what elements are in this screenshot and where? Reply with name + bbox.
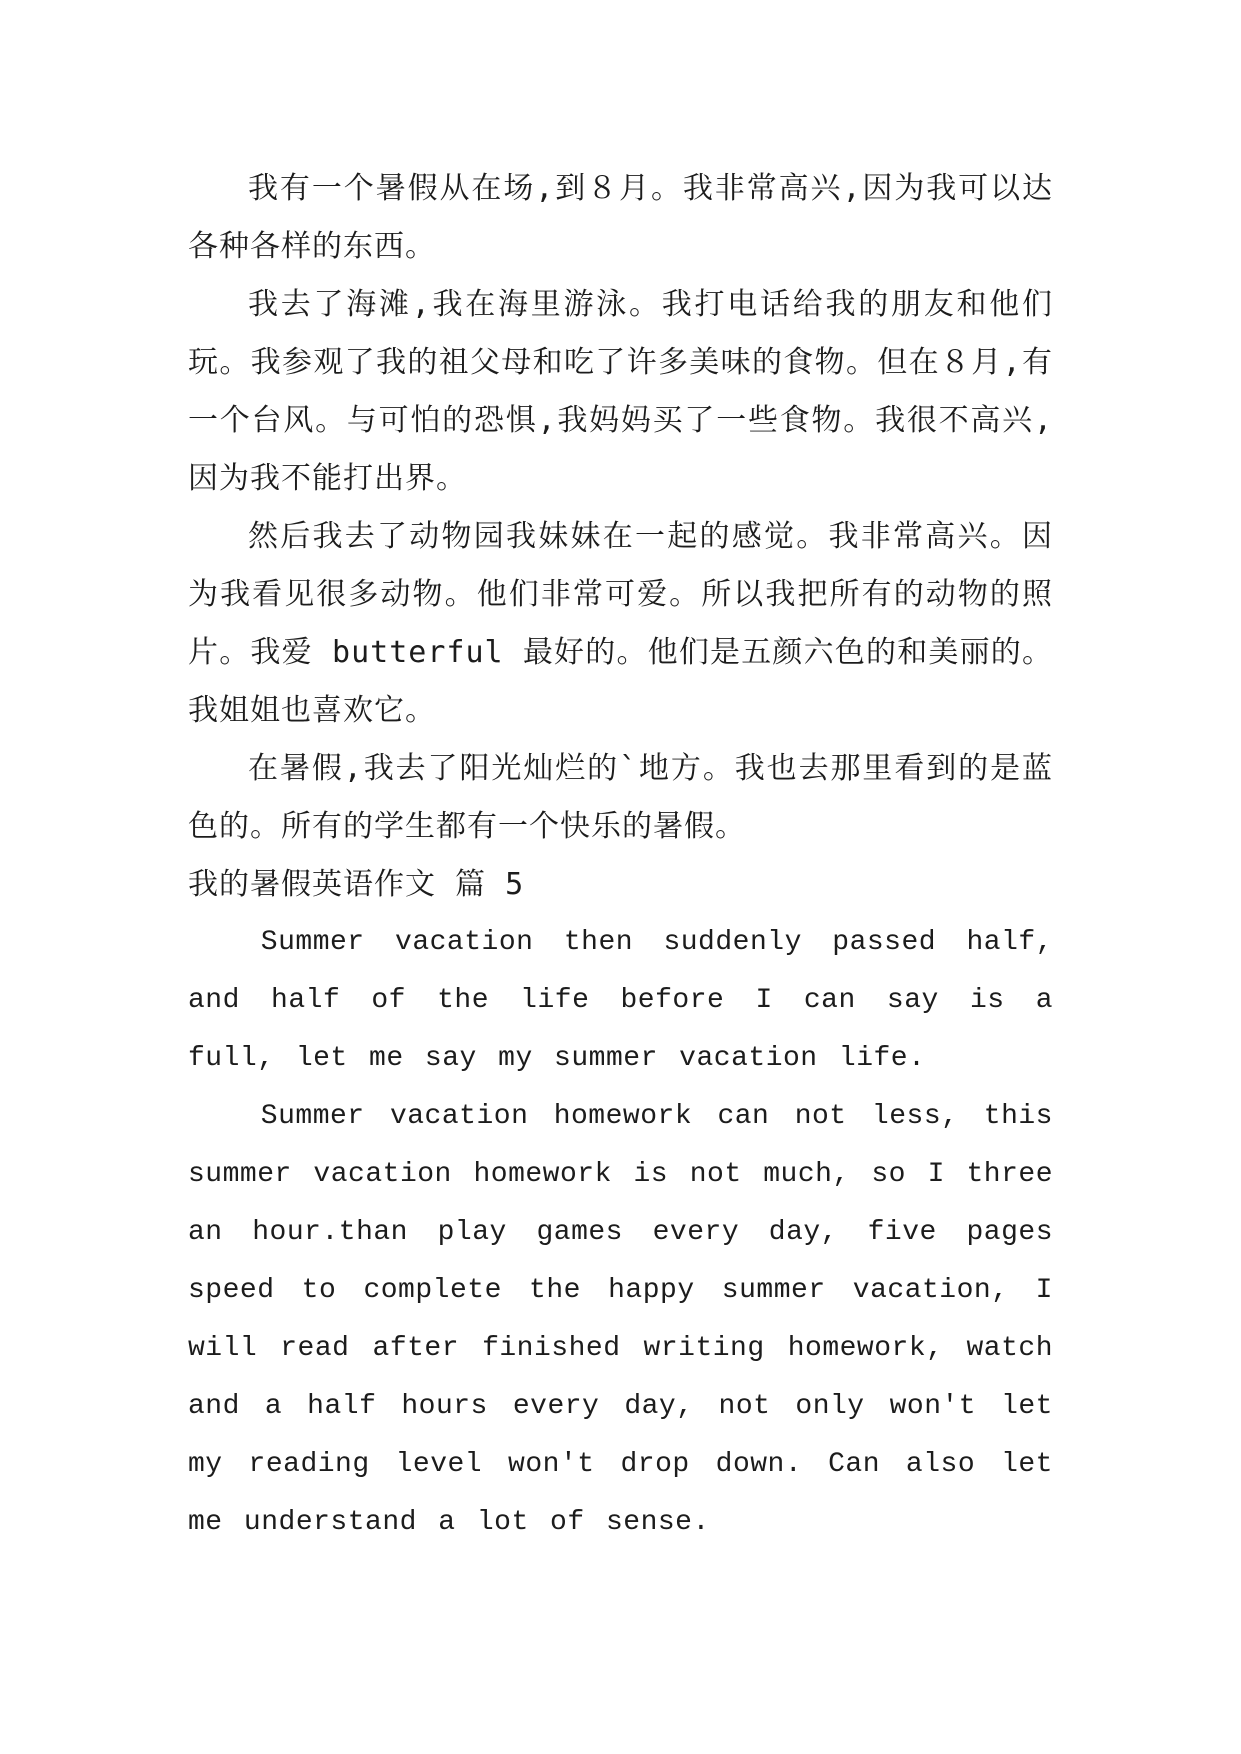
paragraph-en-2: Summer vacation homework can not less, this summer vacation homework is not much, so I three an hour.than play games every day, five pages speed to complete the happy summer vacation, I will read after finished writing homework, watch and a half hours every day, not only won't let my reading level won't drop down. Can also let me understand a lot of sense. bbox=[188, 1101, 1053, 1538]
paragraph-cn-2: 我去了海滩,我在海里游泳。我打电话给我的朋友和他们玩。我参观了我的祖父母和吃了许多美味的食物。但在８月,有一个台风。与可怕的恐惧,我妈妈买了一些食物。我很不高兴,因为我不能打出界。 bbox=[188, 287, 1053, 496]
paragraph-cn-3: 然后我去了动物园我妹妹在一起的感觉。我非常高兴。因为我看见很多动物。他们非常可爱。所以我把所有的动物的照片。我爱 butterful 最好的。他们是五颜六色的和美丽的。我姐姐也喜欢它。 bbox=[188, 519, 1053, 728]
paragraph-cn-4: 在暑假,我去了阳光灿烂的`地方。我也去那里看到的是蓝色的。所有的学生都有一个快乐的暑假。 bbox=[188, 751, 1053, 844]
document-body bbox=[188, 160, 1053, 1552]
paragraph-en-1: Summer vacation then suddenly passed half, and half of the life before I can say is a full, let me say my summer vacation life. bbox=[188, 927, 1053, 1074]
paragraph-cn-1: 我有一个暑假从在场,到８月。我非常高兴,因为我可以达各种各样的东西。 bbox=[188, 171, 1053, 264]
section-heading: 我的暑假英语作文 篇 5 bbox=[188, 867, 525, 902]
